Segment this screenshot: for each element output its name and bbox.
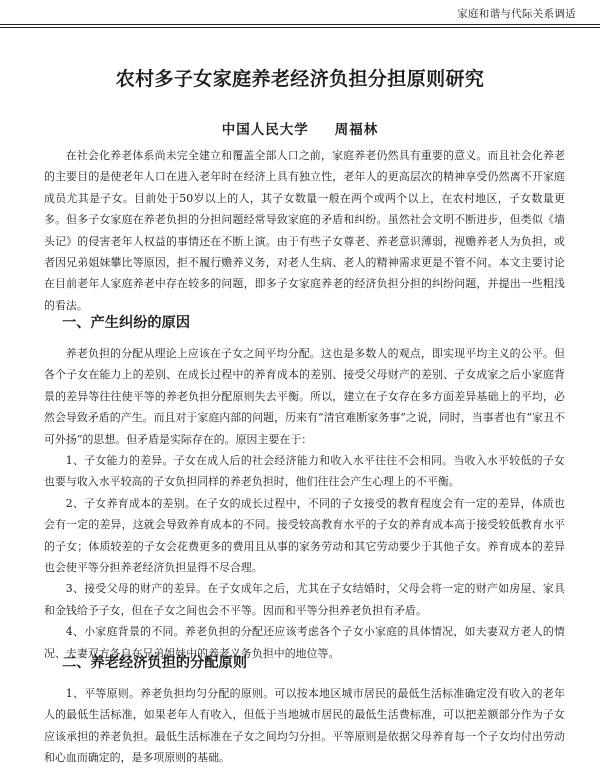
body-paragraph: 2、子女养育成本的差别。在子女的成长过程中，不同的子女接受的教育程度会有一定的差异，体质也会有一定的差异，这就会导致养育成本的不同。接受较高教育水平的子女的养育成本高于接受较低教育水平的子女；体质较差的子女会花费更多的费用且从事的家务劳动和其它劳动要少于其他子女。养育成本的差异也会使平等分担养老经济负担显得不尽合理。	[44, 496, 565, 575]
body-paragraph: 1、平等原则。养老负担均匀分配的原则。可以按本地区城市居民的最低生活标准确定没有收入的老年人的最低生活标准，如果老年人有收入，但低于当地城市居民的最低生活费标准，可以把差额部分作为子女应该承担的养老负担。最低生活标准在子女之间均匀分担。平等原则是依据父母养育每一个子女均付出劳动和心血而确定的，是多项原则的基础。	[44, 687, 565, 765]
author-name: 周福林	[334, 122, 379, 138]
body-paragraph: 4、小家庭背景的不同。养老负担的分配还应该考虑各个子女小家庭的具体情况，如夫妻双方老人的情况、夫妻双方各自在兄弟姐妹中的养老义务负担中的地位等。	[44, 625, 565, 660]
header-rule	[0, 24, 600, 28]
section-heading: 二、养老经济负担的分配原则	[62, 655, 248, 671]
abstract-paragraph: 在社会化养老体系尚未完全建立和覆盖全部人口之前，家庭养老仍然具有重要的意义。而且社会化养老的主要目的是使老年人口在进入老年时在经济上具有独立性，老年人的更高层次的精神享受仍然离不开家庭成员尤其是子女。目前处于50岁以上的人，其子女数量一般在两个或两个以上，在农村地区，子女数量更多。但多子女家庭在养老负担的分担问题经常导致家庭的矛盾和纠纷。虽然社会文明不断进步，但类似《墙头记》的侵害老年人权益的事情还在不断上演。由于有些子女尊老、养老意识薄弱，视赡养老人为负担，或者因兄弟姐妹攀比等原因，拒不履行赡养义务，对老人生病、老人的精神需求更是不管不问。本文主要讨论在目前老年人家庭养老中存在较多的问题，即多子女家庭养老的经济负担分担的纠纷问题，并提出一些粗浅的看法。	[44, 149, 565, 312]
body-paragraph: 养老负担的分配从理论上应该在子女之间平均分配。这也是多数人的观点，即实现平均主义的公平。但各个子女在能力上的差别、在成长过程中的养育成本的差别、接受父母财产的差别、子女成家之后小家庭背景的差异等往往使平等的养老负担分配原则失去平衡。所以，建立在子女存在多方面差异基础上的平均，必然会导致矛盾的产生。而且对于家庭内部的问题，历来有“清官难断家务事”之说，同时，当事者也有“家丑不可外扬”的思想。但矛盾是实际存在的。原因主要在于：	[44, 347, 565, 446]
article-title: 农村多子女家庭养老经济负担分担原则研究	[115, 68, 485, 90]
section-principles	[44, 650, 565, 769]
running-header	[0, 6, 600, 24]
section-heading: 一、产生纠纷的原因	[62, 315, 191, 331]
abstract	[44, 145, 565, 316]
body-paragraph: 1、子女能力的差异。子女在成人后的社会经济能力和收入水平往往不会相同。当收入水平较低的子女也要与收入水平较高的子女负担同样的养老负担时，他们往往会产生心理上的不平衡。	[44, 454, 565, 489]
body-paragraph: 3、接受父母的财产的差异。在子女成年之后，尤其在子女结婚时，父母会将一定的财产如房屋、家具和金钱给予子女，但在子女之间也会不平等。因而和平等分担养老负担有矛盾。	[44, 582, 565, 617]
running-header-title: 家庭和谐与代际关系调适	[457, 8, 576, 20]
section-causes	[44, 310, 565, 664]
author-line	[0, 118, 600, 138]
author-affiliation: 中国人民大学	[221, 122, 309, 138]
